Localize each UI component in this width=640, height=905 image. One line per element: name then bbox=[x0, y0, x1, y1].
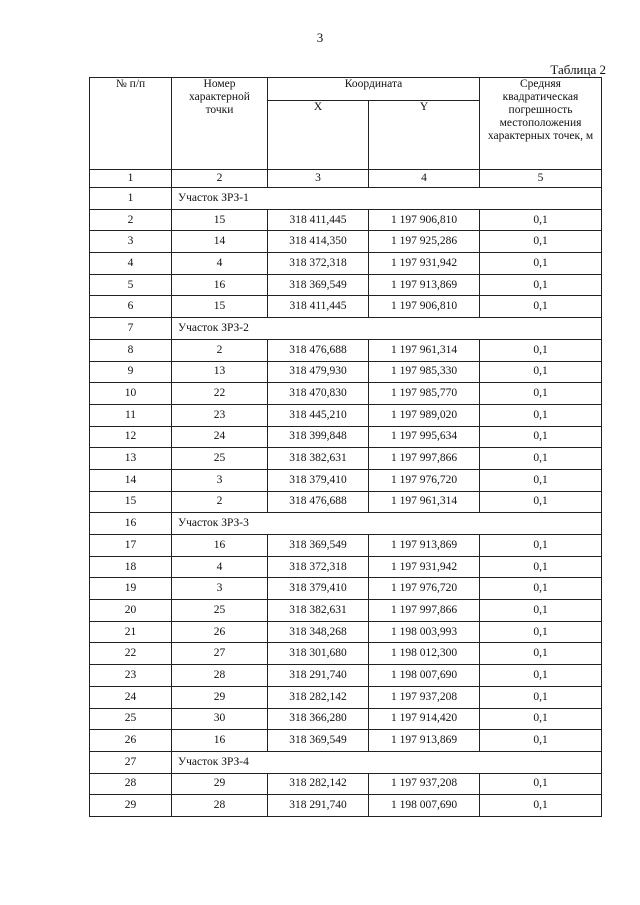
table-row bbox=[90, 426, 602, 448]
x-coordinate-cell: 318 382,631 bbox=[268, 600, 369, 622]
accuracy-cell: 0,1 bbox=[480, 708, 602, 730]
x-coordinate-cell: 318 470,830 bbox=[268, 383, 369, 405]
table-row bbox=[90, 448, 602, 470]
x-coordinate-cell: 318 282,142 bbox=[268, 686, 369, 708]
table-row bbox=[90, 274, 602, 296]
accuracy-cell: 0,1 bbox=[480, 209, 602, 231]
table-caption: Таблица 2 bbox=[550, 62, 606, 77]
header-point-number: Номер характерной точки bbox=[172, 78, 268, 170]
y-coordinate-cell: 1 197 985,770 bbox=[369, 383, 480, 405]
point-number-cell: 25 bbox=[172, 600, 268, 622]
point-number-cell: 28 bbox=[172, 795, 268, 817]
row-number: 29 bbox=[90, 795, 172, 817]
row-number: 20 bbox=[90, 600, 172, 622]
column-number: 4 bbox=[369, 170, 480, 188]
y-coordinate-cell: 1 197 914,420 bbox=[369, 708, 480, 730]
accuracy-cell: 0,1 bbox=[480, 274, 602, 296]
header-row bbox=[90, 78, 602, 101]
row-number: 14 bbox=[90, 469, 172, 491]
table-row bbox=[90, 339, 602, 361]
table-row bbox=[90, 253, 602, 275]
y-coordinate-cell: 1 197 913,869 bbox=[369, 535, 480, 557]
y-coordinate-cell: 1 197 925,286 bbox=[369, 231, 480, 253]
point-number-cell: 28 bbox=[172, 665, 268, 687]
x-coordinate-cell: 318 348,268 bbox=[268, 621, 369, 643]
row-number: 5 bbox=[90, 274, 172, 296]
table-row bbox=[90, 556, 602, 578]
table-row bbox=[90, 730, 602, 752]
point-number-cell: 13 bbox=[172, 361, 268, 383]
page-number: 3 bbox=[316, 30, 324, 45]
x-coordinate-cell: 318 379,410 bbox=[268, 469, 369, 491]
accuracy-cell: 0,1 bbox=[480, 253, 602, 275]
table-row bbox=[90, 231, 602, 253]
x-coordinate-cell: 318 372,318 bbox=[268, 556, 369, 578]
row-number: 11 bbox=[90, 404, 172, 426]
table-row bbox=[90, 535, 602, 557]
accuracy-cell: 0,1 bbox=[480, 730, 602, 752]
accuracy-cell: 0,1 bbox=[480, 426, 602, 448]
coordinates-table bbox=[89, 77, 602, 817]
row-number: 12 bbox=[90, 426, 172, 448]
x-coordinate-cell: 318 382,631 bbox=[268, 448, 369, 470]
row-number: 8 bbox=[90, 339, 172, 361]
point-number-cell: 24 bbox=[172, 426, 268, 448]
table-row bbox=[90, 600, 602, 622]
table-row bbox=[90, 404, 602, 426]
x-coordinate-cell: 318 369,549 bbox=[268, 274, 369, 296]
y-coordinate-cell: 1 197 961,314 bbox=[369, 491, 480, 513]
header-num: № п/п bbox=[90, 78, 172, 170]
y-coordinate-cell: 1 197 995,634 bbox=[369, 426, 480, 448]
table-row bbox=[90, 209, 602, 231]
table-row bbox=[90, 773, 602, 795]
header-accuracy: Средняя квадратическая погрешность местоположения характерных точек, м bbox=[480, 78, 602, 170]
y-coordinate-cell: 1 197 931,942 bbox=[369, 556, 480, 578]
table-row bbox=[90, 469, 602, 491]
y-coordinate-cell: 1 198 007,690 bbox=[369, 665, 480, 687]
x-coordinate-cell: 318 369,549 bbox=[268, 535, 369, 557]
row-number: 19 bbox=[90, 578, 172, 600]
table-row bbox=[90, 361, 602, 383]
y-coordinate-cell: 1 197 906,810 bbox=[369, 296, 480, 318]
y-coordinate-cell: 1 197 997,866 bbox=[369, 448, 480, 470]
accuracy-cell: 0,1 bbox=[480, 231, 602, 253]
row-number: 23 bbox=[90, 665, 172, 687]
point-number-cell: 27 bbox=[172, 643, 268, 665]
y-coordinate-cell: 1 197 976,720 bbox=[369, 578, 480, 600]
y-coordinate-cell: 1 198 007,690 bbox=[369, 795, 480, 817]
y-coordinate-cell: 1 197 997,866 bbox=[369, 600, 480, 622]
accuracy-cell: 0,1 bbox=[480, 491, 602, 513]
row-number: 6 bbox=[90, 296, 172, 318]
table-row bbox=[90, 491, 602, 513]
y-coordinate-cell: 1 197 906,810 bbox=[369, 209, 480, 231]
section-row bbox=[90, 751, 602, 773]
point-number-cell: 29 bbox=[172, 773, 268, 795]
row-number: 7 bbox=[90, 318, 172, 340]
x-coordinate-cell: 318 479,930 bbox=[268, 361, 369, 383]
point-number-cell: 30 bbox=[172, 708, 268, 730]
table-row bbox=[90, 296, 602, 318]
accuracy-cell: 0,1 bbox=[480, 296, 602, 318]
y-coordinate-cell: 1 197 913,869 bbox=[369, 274, 480, 296]
point-number-cell: 15 bbox=[172, 296, 268, 318]
x-coordinate-cell: 318 282,142 bbox=[268, 773, 369, 795]
header-y: Y bbox=[369, 101, 480, 170]
point-number-cell: 26 bbox=[172, 621, 268, 643]
accuracy-cell: 0,1 bbox=[480, 773, 602, 795]
y-coordinate-cell: 1 197 913,869 bbox=[369, 730, 480, 752]
y-coordinate-cell: 1 197 931,942 bbox=[369, 253, 480, 275]
accuracy-cell: 0,1 bbox=[480, 339, 602, 361]
row-number: 27 bbox=[90, 751, 172, 773]
row-number: 28 bbox=[90, 773, 172, 795]
section-label: Участок ЗРЗ-3 bbox=[172, 513, 602, 535]
header-x: X bbox=[268, 101, 369, 170]
column-number: 3 bbox=[268, 170, 369, 188]
x-coordinate-cell: 318 366,280 bbox=[268, 708, 369, 730]
column-number: 5 bbox=[480, 170, 602, 188]
point-number-cell: 16 bbox=[172, 274, 268, 296]
point-number-cell: 3 bbox=[172, 578, 268, 600]
x-coordinate-cell: 318 399,848 bbox=[268, 426, 369, 448]
row-number: 18 bbox=[90, 556, 172, 578]
x-coordinate-cell: 318 476,688 bbox=[268, 339, 369, 361]
y-coordinate-cell: 1 197 937,208 bbox=[369, 686, 480, 708]
point-number-cell: 4 bbox=[172, 556, 268, 578]
x-coordinate-cell: 318 476,688 bbox=[268, 491, 369, 513]
accuracy-cell: 0,1 bbox=[480, 578, 602, 600]
column-number-row bbox=[90, 170, 602, 188]
y-coordinate-cell: 1 197 985,330 bbox=[369, 361, 480, 383]
x-coordinate-cell: 318 411,445 bbox=[268, 296, 369, 318]
row-number: 22 bbox=[90, 643, 172, 665]
section-row bbox=[90, 188, 602, 210]
table-row bbox=[90, 686, 602, 708]
point-number-cell: 3 bbox=[172, 469, 268, 491]
point-number-cell: 15 bbox=[172, 209, 268, 231]
column-number: 2 bbox=[172, 170, 268, 188]
row-number: 4 bbox=[90, 253, 172, 275]
row-number: 25 bbox=[90, 708, 172, 730]
y-coordinate-cell: 1 198 003,993 bbox=[369, 621, 480, 643]
table-row bbox=[90, 665, 602, 687]
row-number: 21 bbox=[90, 621, 172, 643]
point-number-cell: 14 bbox=[172, 231, 268, 253]
table-row bbox=[90, 643, 602, 665]
y-coordinate-cell: 1 198 012,300 bbox=[369, 643, 480, 665]
y-coordinate-cell: 1 197 989,020 bbox=[369, 404, 480, 426]
point-number-cell: 23 bbox=[172, 404, 268, 426]
row-number: 3 bbox=[90, 231, 172, 253]
point-number-cell: 4 bbox=[172, 253, 268, 275]
point-number-cell: 25 bbox=[172, 448, 268, 470]
x-coordinate-cell: 318 369,549 bbox=[268, 730, 369, 752]
table-row bbox=[90, 708, 602, 730]
point-number-cell: 16 bbox=[172, 535, 268, 557]
row-number: 1 bbox=[90, 188, 172, 210]
point-number-cell: 16 bbox=[172, 730, 268, 752]
accuracy-cell: 0,1 bbox=[480, 686, 602, 708]
section-label: Участок ЗРЗ-2 bbox=[172, 318, 602, 340]
table-row bbox=[90, 795, 602, 817]
row-number: 15 bbox=[90, 491, 172, 513]
accuracy-cell: 0,1 bbox=[480, 600, 602, 622]
x-coordinate-cell: 318 301,680 bbox=[268, 643, 369, 665]
accuracy-cell: 0,1 bbox=[480, 535, 602, 557]
row-number: 10 bbox=[90, 383, 172, 405]
row-number: 9 bbox=[90, 361, 172, 383]
header-coordinate: Координата bbox=[268, 78, 480, 101]
row-number: 16 bbox=[90, 513, 172, 535]
y-coordinate-cell: 1 197 937,208 bbox=[369, 773, 480, 795]
x-coordinate-cell: 318 379,410 bbox=[268, 578, 369, 600]
x-coordinate-cell: 318 372,318 bbox=[268, 253, 369, 275]
x-coordinate-cell: 318 291,740 bbox=[268, 795, 369, 817]
section-label: Участок ЗРЗ-1 bbox=[172, 188, 602, 210]
section-row bbox=[90, 318, 602, 340]
row-number: 26 bbox=[90, 730, 172, 752]
point-number-cell: 2 bbox=[172, 491, 268, 513]
x-coordinate-cell: 318 411,445 bbox=[268, 209, 369, 231]
x-coordinate-cell: 318 445,210 bbox=[268, 404, 369, 426]
row-number: 2 bbox=[90, 209, 172, 231]
accuracy-cell: 0,1 bbox=[480, 404, 602, 426]
row-number: 24 bbox=[90, 686, 172, 708]
section-label: Участок ЗРЗ-4 bbox=[172, 751, 602, 773]
column-number: 1 bbox=[90, 170, 172, 188]
accuracy-cell: 0,1 bbox=[480, 665, 602, 687]
accuracy-cell: 0,1 bbox=[480, 621, 602, 643]
point-number-cell: 22 bbox=[172, 383, 268, 405]
table-row bbox=[90, 383, 602, 405]
accuracy-cell: 0,1 bbox=[480, 469, 602, 491]
section-row bbox=[90, 513, 602, 535]
x-coordinate-cell: 318 291,740 bbox=[268, 665, 369, 687]
y-coordinate-cell: 1 197 961,314 bbox=[369, 339, 480, 361]
row-number: 13 bbox=[90, 448, 172, 470]
table-row bbox=[90, 578, 602, 600]
accuracy-cell: 0,1 bbox=[480, 556, 602, 578]
row-number: 17 bbox=[90, 535, 172, 557]
accuracy-cell: 0,1 bbox=[480, 383, 602, 405]
point-number-cell: 2 bbox=[172, 339, 268, 361]
point-number-cell: 29 bbox=[172, 686, 268, 708]
accuracy-cell: 0,1 bbox=[480, 643, 602, 665]
accuracy-cell: 0,1 bbox=[480, 361, 602, 383]
table-row bbox=[90, 621, 602, 643]
x-coordinate-cell: 318 414,350 bbox=[268, 231, 369, 253]
accuracy-cell: 0,1 bbox=[480, 795, 602, 817]
y-coordinate-cell: 1 197 976,720 bbox=[369, 469, 480, 491]
accuracy-cell: 0,1 bbox=[480, 448, 602, 470]
